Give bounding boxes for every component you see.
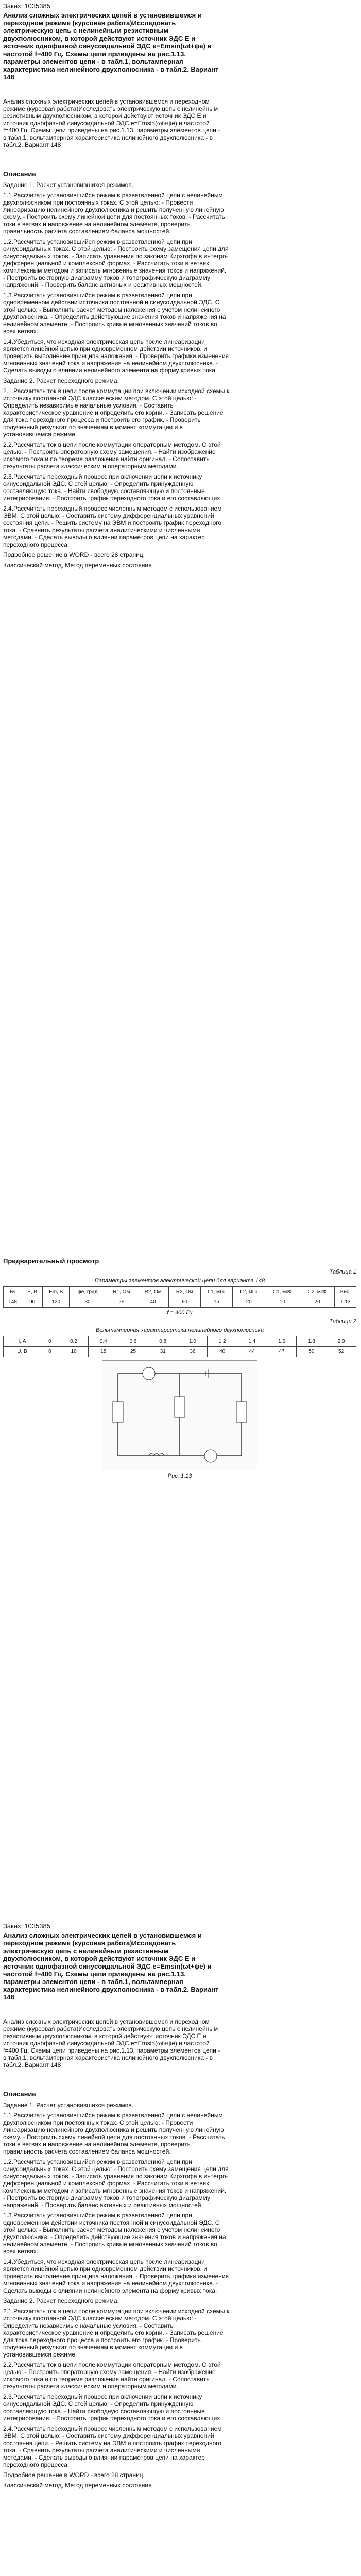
table-cell: 40	[137, 1297, 168, 1308]
content-item: Классический метод, Метод переменных состояния	[3, 2482, 152, 2489]
circuit-drawing	[102, 1361, 257, 1469]
description-content	[3, 181, 230, 572]
table-cell: 30	[70, 1297, 106, 1308]
work-title[interactable]: Анализ сложных электрических цепей в установившемся и переходном режиме (курсовая работа)Исследовать электрическую цепь с нелинейным резистивным двухполюсником, в которой действуют источник ЭДС E и источник однофазной синусоидальной ЭДС e=Emsin(ωt+ψe) и частотой f=400 Гц. Схемы цепи приведены на рис.1.13, параметры элементов цепи - в табл.1, вольтамперная характеристика нелинейного двухполюсника - в табл.2. Вариант 148	[3, 1931, 219, 2001]
table-header-cell: C2, мкФ	[300, 1287, 335, 1297]
table-cell: 1.0	[178, 1336, 208, 1347]
content-item: 2.2.Рассчитать ток в цепи после коммутации операторным методом. С этой целью: - Построить операторную схему замещения. - Найти изображение искомого тока и по теореме разложения найти оригинал. - Сопоставить результаты расчета классическим и операторным методами.	[3, 2361, 221, 2390]
table-header-cell: L1, мГн	[200, 1287, 233, 1297]
table-header-cell: Рис.	[335, 1287, 356, 1297]
table-cell: 36	[178, 1347, 208, 1357]
table-cell: 31	[148, 1347, 178, 1357]
vah-table	[3, 1336, 356, 1357]
table-cell: U, В	[4, 1347, 41, 1357]
description-heading: Описание	[3, 2090, 36, 2098]
table-cell: 50	[297, 1347, 326, 1357]
table-cell: 20	[233, 1297, 265, 1308]
table-cell: 90	[22, 1297, 43, 1308]
table-cell: 60	[169, 1297, 200, 1308]
content-item: Подробное решение в WORD - всего 28 страниц.	[3, 2471, 145, 2479]
listing-section-2	[0, 1920, 361, 2576]
content-item: 1.4.Убедиться, что исходная электрическая цепь после линеаризации является линейной цепью при одновременном действии источников, и проверить выполнение принципа наложения. - Проверить графики изменения мгновенных значений тока и напряжения на нелинейном двухполюснике. - Сделать выводы о влиянии нелинейного элемента на форму кривых тока.	[3, 2258, 229, 2294]
table2-title: Вольтамперная характеристика нелинейного двухполюсника	[96, 1327, 264, 1333]
table-cell: I, А	[4, 1336, 41, 1347]
order-number: Заказ: 1035385	[3, 2, 50, 10]
table-cell: 44	[237, 1347, 267, 1357]
table-cell: 0	[41, 1347, 59, 1357]
content-item: 1.2.Рассчитать установившийся режим в разветвленной цепи при синусоидальных токах. С этой целью: - Построить схему замещения цепи для синусоидальных токов. - Записать уравнения по законам Кирхгофа в интегро-дифференциальной и комплексной формах. - Рассчитать токи в ветвях комплексным методом и записать мгновенные значения токов и напряжений. - Построить векторную диаграмму токов и топографическую диаграмму напряжений. - Проверить баланс активных и реактивных мощностей.	[3, 2158, 229, 2209]
table1-caption: Таблица 1	[329, 1269, 356, 1275]
table-cell: 15	[200, 1297, 233, 1308]
table-cell: 25	[106, 1297, 137, 1308]
frequency-label: f = 400 Гц	[167, 1310, 193, 1316]
table-cell: 120	[42, 1297, 69, 1308]
table-cell: 1.2	[208, 1336, 237, 1347]
content-item: Задание 1. Расчет установившихся режимов.	[3, 2102, 134, 2109]
content-item: 1.2.Рассчитать установившийся режим в разветвленной цепи при синусоидальных токах. С этой целью: - Построить схему замещения цепи для синусоидальных токов. - Записать уравнения по законам Кирхгофа в интегро-дифференциальной и комплексной формах. - Рассчитать токи в ветвях комплексным методом и записать мгновенные значения токов и напряжений. - Построить векторную диаграмму токов и топографическую диаграмму напряжений. - Проверить баланс активных и реактивных мощностей.	[3, 238, 229, 289]
table-row	[4, 1297, 356, 1308]
table-header-cell: R2, Ом	[137, 1287, 168, 1297]
table-header-cell: Em, В	[42, 1287, 69, 1297]
table-cell: 10	[265, 1297, 300, 1308]
table-cell: 0.8	[148, 1336, 178, 1347]
table-cell: 47	[267, 1347, 297, 1357]
table-cell: 1.13	[335, 1297, 356, 1308]
content-item: 1.3.Рассчитать установившийся режим в разветвленной цепи при одновременном действии источника постоянной и синусоидальной ЭДС. С этой целью: - Выполнить расчет методом наложения с учетом нелинейного двухполюсника. - Определить действующие значения токов и напряжения на нелинейном элементе. - Построить кривые мгновенных значений токов во всех ветвях.	[3, 292, 226, 335]
content-item: 1.1.Рассчитать установившийся режим в разветвленной цепи с нелинейным двухполюсником при постоянных токах. С этой целью: - Провести линеаризацию нелинейного двухполюсника и решить полученную линейную схему. - Построить схему линейной цепи для постоянных токов. - Рассчитать токи в ветвях и напряжение на нелинейном элементе, проверить правильность расчета составлением баланса мощностей.	[3, 192, 225, 235]
content-item: 1.3.Рассчитать установившийся режим в разветвленной цепи при одновременном действии источника постоянной и синусоидальной ЭДС. С этой целью: - Выполнить расчет методом наложения с учетом нелинейного двухполюсника. - Определить действующие значения токов и напряжения на нелинейном элементе. - Построить кривые мгновенных значений токов во всех ветвях.	[3, 2212, 226, 2255]
table-cell: 1.8	[297, 1336, 326, 1347]
table-cell: 40	[208, 1347, 237, 1357]
table-cell: 2.0	[326, 1336, 356, 1347]
content-item: Задание 1. Расчет установившихся режимов.	[3, 181, 134, 189]
table-row	[4, 1287, 356, 1297]
table1-title: Параметры элементов электрической цепи для варианта 148	[94, 1278, 265, 1284]
table2-caption: Таблица 2	[329, 1318, 356, 1325]
short-description: Анализ сложных электрических цепей в установившемся и переходном режиме (курсовая работа)Исследовать электрическую цепь с нелинейным резистивным двухполюсником, в которой действуют источник ЭДС E и источник однофазной синусоидальной ЭДС e=Emsin(ωt+ψe) и частотой f=400 Гц. Схемы цепи приведены на рис.1.13, параметры элементов цепи - в табл.1, вольтамперная характеристика нелинейного двухполюсника - в табл.2. Вариант 148	[3, 2018, 220, 2069]
table-cell: 0	[41, 1336, 59, 1347]
table-header-cell: R3, Ом	[169, 1287, 200, 1297]
work-title[interactable]: Анализ сложных электрических цепей в установившемся и переходном режиме (курсовая работа)Исследовать электрическую цепь с нелинейным резистивным двухполюсником, в которой действуют источник ЭДС E и источник однофазной синусоидальной ЭДС e=Emsin(ωt+ψe) и частотой f=400 Гц. Схемы цепи приведены на рис.1.13, параметры элементов цепи - в табл.1, вольтамперная характеристика нелинейного двухполюсника - в табл.2. Вариант 148	[3, 11, 219, 81]
table-row	[4, 1347, 356, 1357]
table-cell: 0.2	[59, 1336, 89, 1347]
table-cell: 52	[326, 1347, 356, 1357]
table-cell: 0.6	[118, 1336, 148, 1347]
table-cell: 25	[118, 1347, 148, 1357]
content-item: 2.3.Рассчитать переходный процесс при включении цепи к источнику синусоидальной ЭДС. С этой целью: - Определить принужденную составляющую тока. - Найти свободную составляющую и постоянные интегрирования. - Построить график переходного тока и его составляющих.	[3, 473, 222, 502]
content-item: 2.2.Рассчитать ток в цепи после коммутации операторным методом. С этой целью: - Построить операторную схему замещения. - Найти изображение искомого тока и по теореме разложения найти оригинал. - Сопоставить результаты расчета классическим и операторным методами.	[3, 441, 221, 470]
table-header-cell: R1, Ом	[106, 1287, 137, 1297]
description-content	[3, 2102, 230, 2492]
table-cell: 20	[300, 1297, 335, 1308]
content-item: 2.4.Рассчитать переходный процесс численным методом с использованием ЭВМ. С этой целью: - Составить систему дифференциальных уравнений состояния цепи. - Решить систему на ЭВМ и построить график переходного тока. - Сравнить результаты расчета аналитическими и численными методами. - Сделать выводы о влиянии параметров цепи на характер переходного процесса.	[3, 505, 222, 548]
content-item: Задание 2. Расчет переходного режима.	[3, 377, 119, 384]
content-item: 1.4.Убедиться, что исходная электрическая цепь после линеаризации является линейной цепью при одновременном действии источников, и проверить выполнение принципа наложения. - Проверить графики изменения мгновенных значений тока и напряжения на нелинейном двухполюснике. - Сделать выводы о влиянии нелинейного элемента на форму кривых тока.	[3, 338, 229, 374]
content-item: 2.4.Рассчитать переходный процесс численным методом с использованием ЭВМ. С этой целью: - Составить систему дифференциальных уравнений состояния цепи. - Решить систему на ЭВМ и построить график переходного тока. - Сравнить результаты расчета аналитическими и численными методами. - Сделать выводы о влиянии параметров цепи на характер переходного процесса.	[3, 2425, 222, 2468]
content-item: 1.1.Рассчитать установившийся режим в разветвленной цепи с нелинейным двухполюсником при постоянных токах. С этой целью: - Провести линеаризацию нелинейного двухполюсника и решить полученную линейную схему. - Построить схему линейной цепи для постоянных токов. - Рассчитать токи в ветвях и напряжение на нелинейном элементе, проверить правильность расчета составлением баланса мощностей.	[3, 2112, 225, 2155]
content-item: Подробное решение в WORD - всего 28 страниц.	[3, 551, 145, 558]
table-header-cell: ψe, град	[70, 1287, 106, 1297]
table-header-cell: E, В	[22, 1287, 43, 1297]
table-header-cell: C1, мкФ	[265, 1287, 300, 1297]
preview-heading: Предварительный просмотр	[3, 1257, 99, 1265]
content-item: 2.1.Рассчитать ток в цепи после коммутации при включении исходной схемы к источнику постоянной ЭДС классическим методом. С этой целью: - Определить независимые начальные условия. - Составить характеристическое уравнение и определить его корни. - Записать решение для тока переходного процесса и построить его график. - Проверить полученный результат по значениям в момент коммутации и в установившемся режиме.	[3, 387, 230, 438]
table-row	[4, 1336, 356, 1347]
description-heading: Описание	[3, 170, 36, 178]
content-item: Задание 2. Расчет переходного режима.	[3, 2297, 119, 2304]
content-item: 2.3.Рассчитать переходный процесс при включении цепи к источнику синусоидальной ЭДС. С этой целью: - Определить принужденную составляющую тока. - Найти свободную составляющую и постоянные интегрирования. - Построить график переходного тока и его составляющих.	[3, 2393, 222, 2422]
table-cell: 1.6	[267, 1336, 297, 1347]
table-cell: 18	[89, 1347, 118, 1357]
circuit-schematic	[102, 1360, 257, 1469]
table-cell: 0.4	[89, 1336, 118, 1347]
content-item: Классический метод, Метод переменных состояния	[3, 562, 152, 569]
content-item: 2.1.Рассчитать ток в цепи после коммутации при включении исходной схемы к источнику постоянной ЭДС классическим методом. С этой целью: - Определить независимые начальные условия. - Составить характеристическое уравнение и определить его корни. - Записать решение для тока переходного процесса и построить его график. - Проверить полученный результат по значениям в момент коммутации и в установившемся режиме.	[3, 2308, 230, 2358]
table-cell: 10	[59, 1347, 89, 1357]
short-description: Анализ сложных электрических цепей в установившемся и переходном режиме (курсовая работа)Исследовать электрическую цепь с нелинейным резистивным двухполюсником, в которой действуют источник ЭДС E и источник однофазной синусоидальной ЭДС e=Emsin(ωt+ψe) и частотой f=400 Гц. Схемы цепи приведены на рис.1.13, параметры элементов цепи - в табл.1, вольтамперная характеристика нелинейного двухполюсника - в табл.2. Вариант 148	[3, 98, 220, 148]
table-cell: 1.4	[237, 1336, 267, 1347]
order-number: Заказ: 1035385	[3, 1922, 50, 1930]
params-table	[3, 1286, 356, 1308]
table-header-cell: L2, мГн	[233, 1287, 265, 1297]
preview-image[interactable]	[3, 1268, 356, 1481]
figure-caption: Рис. 1.13	[167, 1473, 192, 1479]
table-header-cell: №	[4, 1287, 22, 1297]
table-cell: 148	[4, 1297, 22, 1308]
